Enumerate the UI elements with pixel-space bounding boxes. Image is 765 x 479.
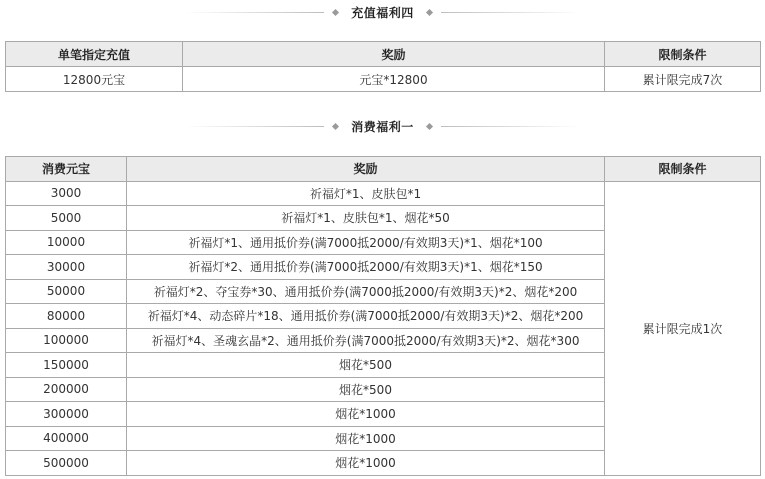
diamond-icon (332, 122, 339, 129)
table-row (6, 67, 761, 92)
header-cell: 限制条件 (605, 157, 761, 182)
amount-cell: 30000 (6, 255, 127, 280)
reward-cell: 烟花*1000 (127, 402, 605, 427)
limit-cell: 累计限完成7次 (605, 67, 761, 92)
amount-cell: 100000 (6, 328, 127, 353)
amount-cell: 150000 (6, 353, 127, 378)
header-cell: 单笔指定充值 (6, 42, 183, 67)
amount-cell: 10000 (6, 230, 127, 255)
limit-cell: 累计限完成1次 (605, 181, 761, 475)
amount-cell: 3000 (6, 181, 127, 206)
section-title-consume (0, 116, 765, 136)
divider-line (441, 12, 581, 13)
table-header-row (6, 157, 761, 182)
divider-line (184, 126, 324, 127)
header-cell: 限制条件 (605, 42, 761, 67)
amount-cell: 200000 (6, 377, 127, 402)
header-cell: 奖励 (127, 157, 605, 182)
reward-cell: 祈福灯*1、皮肤包*1、烟花*50 (127, 206, 605, 231)
header-cell: 消费元宝 (6, 157, 127, 182)
recharge-table (5, 41, 761, 92)
table-header-row (6, 42, 761, 67)
section-title-text: 充值福利四 (351, 5, 414, 20)
table-row (6, 181, 761, 206)
reward-cell: 祈福灯*2、夺宝券*30、通用抵价券(满7000抵2000/有效期3天)*2、烟花*200 (127, 279, 605, 304)
amount-cell: 5000 (6, 206, 127, 231)
header-cell: 奖励 (183, 42, 605, 67)
amount-cell: 300000 (6, 402, 127, 427)
diamond-icon (426, 122, 433, 129)
divider-line (184, 12, 324, 13)
reward-cell: 烟花*1000 (127, 426, 605, 451)
amount-cell: 400000 (6, 426, 127, 451)
amount-cell: 12800元宝 (6, 67, 183, 92)
reward-cell: 祈福灯*1、通用抵价券(满7000抵2000/有效期3天)*1、烟花*100 (127, 230, 605, 255)
amount-cell: 80000 (6, 304, 127, 329)
section-title-text: 消费福利一 (351, 119, 414, 134)
amount-cell: 500000 (6, 451, 127, 476)
reward-cell: 祈福灯*2、通用抵价券(满7000抵2000/有效期3天)*1、烟花*150 (127, 255, 605, 280)
reward-cell: 元宝*12800 (183, 67, 605, 92)
diamond-icon (332, 8, 339, 15)
section-title-recharge (0, 2, 765, 22)
reward-cell: 烟花*500 (127, 377, 605, 402)
reward-cell: 祈福灯*4、圣魂玄晶*2、通用抵价券(满7000抵2000/有效期3天)*2、烟花*300 (127, 328, 605, 353)
diamond-icon (426, 8, 433, 15)
reward-cell: 烟花*500 (127, 353, 605, 378)
amount-cell: 50000 (6, 279, 127, 304)
reward-cell: 祈福灯*4、动态碎片*18、通用抵价券(满7000抵2000/有效期3天)*2、烟花*200 (127, 304, 605, 329)
consume-table (5, 156, 761, 476)
divider-line (441, 126, 581, 127)
reward-cell: 祈福灯*1、皮肤包*1 (127, 181, 605, 206)
reward-cell: 烟花*1000 (127, 451, 605, 476)
